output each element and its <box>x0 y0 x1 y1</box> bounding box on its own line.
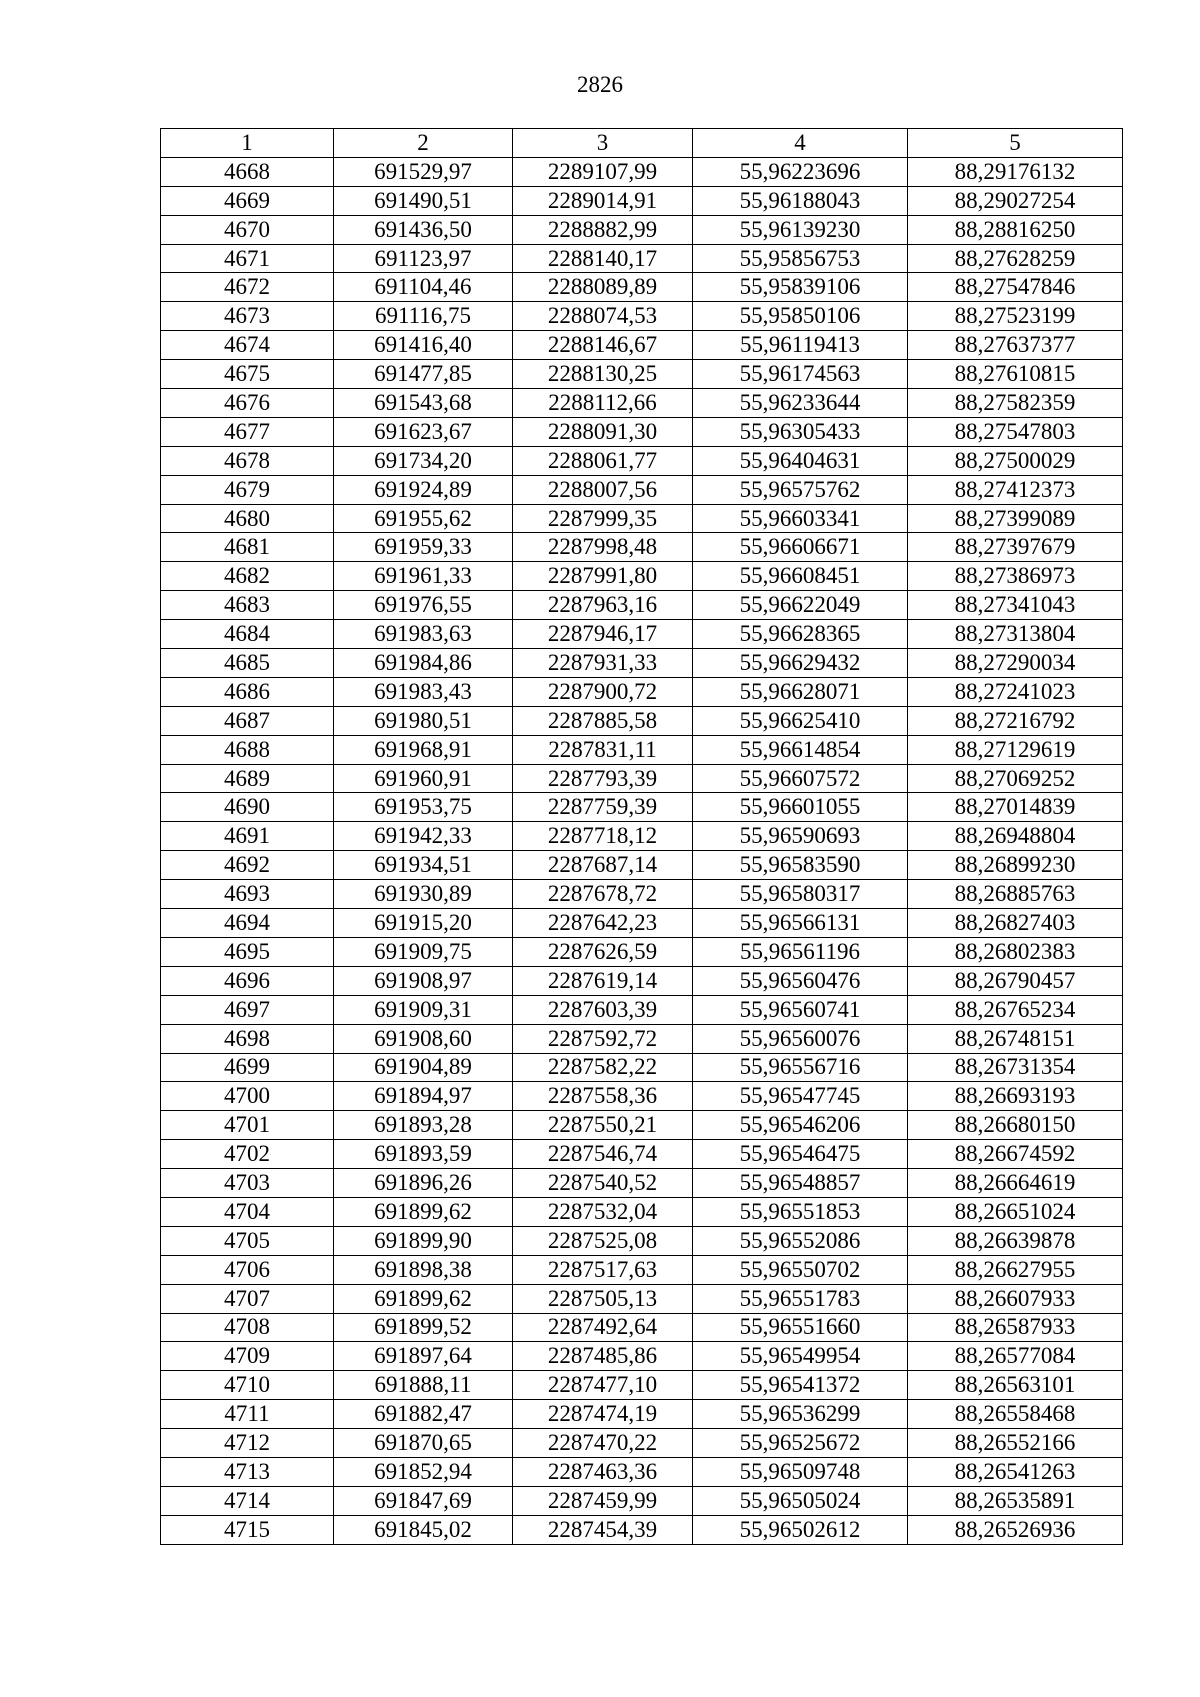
table-cell-col-1: 4692 <box>161 851 334 880</box>
table-cell-col-4: 55,96233644 <box>693 389 908 418</box>
table-cell-col-1: 4679 <box>161 475 334 504</box>
table-cell-col-3: 2287546,74 <box>513 1140 693 1169</box>
table-cell-col-3: 2287946,17 <box>513 620 693 649</box>
table-cell-col-4: 55,96552086 <box>693 1226 908 1255</box>
table-cell-col-5: 88,27547803 <box>908 417 1123 446</box>
table-cell-col-4: 55,96188043 <box>693 186 908 215</box>
table-cell-col-5: 88,27399089 <box>908 504 1123 533</box>
table-row <box>161 1313 1123 1342</box>
table-cell-col-2: 691543,68 <box>334 389 513 418</box>
table-row <box>161 1255 1123 1284</box>
table-cell-col-5: 88,27547846 <box>908 273 1123 302</box>
table-cell-col-5: 88,26827403 <box>908 909 1123 938</box>
table-cell-col-3: 2287532,04 <box>513 1197 693 1226</box>
table-cell-col-2: 691897,64 <box>334 1342 513 1371</box>
table-row <box>161 1226 1123 1255</box>
page-number: 2826 <box>577 72 623 97</box>
table-cell-col-1: 4678 <box>161 446 334 475</box>
table-row <box>161 1486 1123 1515</box>
table-cell-col-3: 2287718,12 <box>513 822 693 851</box>
table-cell-col-2: 691104,46 <box>334 273 513 302</box>
table-row <box>161 1197 1123 1226</box>
table-cell-col-5: 88,26885763 <box>908 880 1123 909</box>
table-cell-col-1: 4673 <box>161 302 334 331</box>
table-cell-col-1: 4668 <box>161 157 334 186</box>
table-cell-col-5: 88,26651024 <box>908 1197 1123 1226</box>
table-cell-col-5: 88,27313804 <box>908 620 1123 649</box>
table-cell-col-1: 4700 <box>161 1082 334 1111</box>
table-cell-col-4: 55,96548857 <box>693 1169 908 1198</box>
table-cell-col-4: 55,96629432 <box>693 649 908 678</box>
table-cell-col-4: 55,96551783 <box>693 1284 908 1313</box>
table-cell-col-1: 4690 <box>161 793 334 822</box>
table-cell-col-1: 4677 <box>161 417 334 446</box>
table-cell-col-5: 88,26541263 <box>908 1457 1123 1486</box>
table-row <box>161 1515 1123 1544</box>
table-cell-col-2: 691976,55 <box>334 591 513 620</box>
table-cell-col-1: 4701 <box>161 1111 334 1140</box>
table-cell-col-3: 2287558,36 <box>513 1082 693 1111</box>
table-cell-col-2: 691893,28 <box>334 1111 513 1140</box>
table-cell-col-2: 691893,59 <box>334 1140 513 1169</box>
table-cell-col-5: 88,26577084 <box>908 1342 1123 1371</box>
table-cell-col-3: 2287998,48 <box>513 533 693 562</box>
table-cell-col-3: 2288146,67 <box>513 331 693 360</box>
table-cell-col-5: 88,26552166 <box>908 1429 1123 1458</box>
table-cell-col-1: 4702 <box>161 1140 334 1169</box>
table-row <box>161 995 1123 1024</box>
table-cell-col-4: 55,96174563 <box>693 360 908 389</box>
table-cell-col-1: 4715 <box>161 1515 334 1544</box>
table-cell-col-3: 2288112,66 <box>513 389 693 418</box>
table-cell-col-2: 691983,43 <box>334 677 513 706</box>
table-cell-col-4: 55,96628071 <box>693 677 908 706</box>
table-cell-col-5: 88,26790457 <box>908 966 1123 995</box>
table-cell-col-3: 2287470,22 <box>513 1429 693 1458</box>
column-header-4: 4 <box>693 129 908 158</box>
table-cell-col-2: 691955,62 <box>334 504 513 533</box>
table-cell-col-3: 2288130,25 <box>513 360 693 389</box>
table-cell-col-3: 2287678,72 <box>513 880 693 909</box>
table-cell-col-3: 2287900,72 <box>513 677 693 706</box>
table-cell-col-3: 2287626,59 <box>513 937 693 966</box>
table-cell-col-2: 691983,63 <box>334 620 513 649</box>
table-cell-col-3: 2289014,91 <box>513 186 693 215</box>
table-cell-col-2: 691882,47 <box>334 1400 513 1429</box>
table-cell-col-3: 2287505,13 <box>513 1284 693 1313</box>
table-row <box>161 909 1123 938</box>
table-cell-col-1: 4699 <box>161 1053 334 1082</box>
table-row <box>161 591 1123 620</box>
table-cell-col-4: 55,96546206 <box>693 1111 908 1140</box>
table-cell-col-2: 691942,33 <box>334 822 513 851</box>
table-cell-col-1: 4696 <box>161 966 334 995</box>
table-cell-col-1: 4674 <box>161 331 334 360</box>
table-row <box>161 273 1123 302</box>
table-row <box>161 360 1123 389</box>
table-cell-col-1: 4669 <box>161 186 334 215</box>
table-cell-col-2: 691930,89 <box>334 880 513 909</box>
table-cell-col-3: 2287525,08 <box>513 1226 693 1255</box>
table-cell-col-2: 691845,02 <box>334 1515 513 1544</box>
table-cell-col-1: 4709 <box>161 1342 334 1371</box>
table-cell-col-2: 691490,51 <box>334 186 513 215</box>
table-row <box>161 215 1123 244</box>
table-cell-col-1: 4685 <box>161 649 334 678</box>
table-cell-col-5: 88,27500029 <box>908 446 1123 475</box>
table-cell-col-2: 691959,33 <box>334 533 513 562</box>
table-cell-col-2: 691924,89 <box>334 475 513 504</box>
table-row <box>161 706 1123 735</box>
table-cell-col-2: 691847,69 <box>334 1486 513 1515</box>
table-cell-col-5: 88,26587933 <box>908 1313 1123 1342</box>
table-cell-col-4: 55,96601055 <box>693 793 908 822</box>
table-cell-col-4: 55,96505024 <box>693 1486 908 1515</box>
table-cell-col-5: 88,27290034 <box>908 649 1123 678</box>
table-cell-col-2: 691734,20 <box>334 446 513 475</box>
table-cell-col-5: 88,27129619 <box>908 735 1123 764</box>
table-row <box>161 1342 1123 1371</box>
table-cell-col-1: 4688 <box>161 735 334 764</box>
table-cell-col-5: 88,26765234 <box>908 995 1123 1024</box>
table-cell-col-5: 88,26674592 <box>908 1140 1123 1169</box>
table-cell-col-1: 4708 <box>161 1313 334 1342</box>
table-cell-col-1: 4675 <box>161 360 334 389</box>
table-row <box>161 1400 1123 1429</box>
table-cell-col-1: 4712 <box>161 1429 334 1458</box>
table-cell-col-3: 2287540,52 <box>513 1169 693 1198</box>
table-cell-col-4: 55,96560741 <box>693 995 908 1024</box>
table-cell-col-1: 4672 <box>161 273 334 302</box>
table-cell-col-1: 4670 <box>161 215 334 244</box>
table-cell-col-1: 4714 <box>161 1486 334 1515</box>
table-cell-col-2: 691953,75 <box>334 793 513 822</box>
table-cell-col-5: 88,27582359 <box>908 389 1123 418</box>
table-row <box>161 533 1123 562</box>
table-cell-col-1: 4706 <box>161 1255 334 1284</box>
table-cell-col-3: 2287885,58 <box>513 706 693 735</box>
table-row <box>161 446 1123 475</box>
table-cell-col-1: 4697 <box>161 995 334 1024</box>
table-row <box>161 937 1123 966</box>
table-cell-col-2: 691870,65 <box>334 1429 513 1458</box>
table-cell-col-2: 691436,50 <box>334 215 513 244</box>
table-cell-col-4: 55,96549954 <box>693 1342 908 1371</box>
table-cell-col-4: 55,96547745 <box>693 1082 908 1111</box>
table-cell-col-5: 88,27341043 <box>908 591 1123 620</box>
table-cell-col-1: 4707 <box>161 1284 334 1313</box>
table-cell-col-5: 88,26563101 <box>908 1371 1123 1400</box>
column-header-5: 5 <box>908 129 1123 158</box>
table-cell-col-3: 2287459,99 <box>513 1486 693 1515</box>
table-cell-col-1: 4683 <box>161 591 334 620</box>
table-row <box>161 417 1123 446</box>
table-cell-col-3: 2288074,53 <box>513 302 693 331</box>
table-cell-col-4: 55,96580317 <box>693 880 908 909</box>
column-header-1: 1 <box>161 129 334 158</box>
table-row <box>161 1371 1123 1400</box>
table-cell-col-1: 4705 <box>161 1226 334 1255</box>
table-cell-col-4: 55,96560476 <box>693 966 908 995</box>
table-cell-col-4: 55,96223696 <box>693 157 908 186</box>
table-cell-col-4: 55,96625410 <box>693 706 908 735</box>
table-cell-col-4: 55,96550702 <box>693 1255 908 1284</box>
table-cell-col-1: 4698 <box>161 1024 334 1053</box>
table-row <box>161 1111 1123 1140</box>
table-cell-col-5: 88,26607933 <box>908 1284 1123 1313</box>
table-row <box>161 244 1123 273</box>
table-cell-col-3: 2289107,99 <box>513 157 693 186</box>
table-cell-col-5: 88,29176132 <box>908 157 1123 186</box>
table-cell-col-1: 4676 <box>161 389 334 418</box>
table-cell-col-5: 88,26627955 <box>908 1255 1123 1284</box>
table-cell-col-4: 55,96525672 <box>693 1429 908 1458</box>
table-cell-col-4: 55,96566131 <box>693 909 908 938</box>
table-cell-col-5: 88,27386973 <box>908 562 1123 591</box>
table-cell-col-4: 55,96606671 <box>693 533 908 562</box>
table-row <box>161 966 1123 995</box>
table-cell-col-3: 2287517,63 <box>513 1255 693 1284</box>
table-cell-col-3: 2287454,39 <box>513 1515 693 1544</box>
table-cell-col-5: 88,27610815 <box>908 360 1123 389</box>
table-cell-col-2: 691116,75 <box>334 302 513 331</box>
table-cell-col-3: 2287991,80 <box>513 562 693 591</box>
table-cell-col-5: 88,26558468 <box>908 1400 1123 1429</box>
table-cell-col-2: 691899,62 <box>334 1197 513 1226</box>
table-cell-col-3: 2287831,11 <box>513 735 693 764</box>
table-cell-col-4: 55,96603341 <box>693 504 908 533</box>
table-cell-col-2: 691908,60 <box>334 1024 513 1053</box>
table-cell-col-2: 691416,40 <box>334 331 513 360</box>
table-cell-col-2: 691961,33 <box>334 562 513 591</box>
table-row <box>161 389 1123 418</box>
table-cell-col-4: 55,96536299 <box>693 1400 908 1429</box>
table-cell-col-4: 55,96628365 <box>693 620 908 649</box>
table-cell-col-3: 2287485,86 <box>513 1342 693 1371</box>
table-row <box>161 1457 1123 1486</box>
table-cell-col-1: 4682 <box>161 562 334 591</box>
table-cell-col-3: 2287999,35 <box>513 504 693 533</box>
table-cell-col-3: 2287619,14 <box>513 966 693 995</box>
table-cell-col-2: 691909,31 <box>334 995 513 1024</box>
table-cell-col-5: 88,27628259 <box>908 244 1123 273</box>
table-cell-col-3: 2287759,39 <box>513 793 693 822</box>
table-cell-col-5: 88,26526936 <box>908 1515 1123 1544</box>
table-cell-col-4: 55,96608451 <box>693 562 908 591</box>
table-cell-col-1: 4689 <box>161 764 334 793</box>
table-cell-col-1: 4687 <box>161 706 334 735</box>
table-cell-col-1: 4694 <box>161 909 334 938</box>
table-cell-col-5: 88,27397679 <box>908 533 1123 562</box>
table-cell-col-2: 691899,62 <box>334 1284 513 1313</box>
table-cell-col-3: 2287603,39 <box>513 995 693 1024</box>
column-header-3: 3 <box>513 129 693 158</box>
table-cell-col-2: 691898,38 <box>334 1255 513 1284</box>
table-cell-col-2: 691960,91 <box>334 764 513 793</box>
table-cell-col-4: 55,96560076 <box>693 1024 908 1053</box>
table-cell-col-3: 2288061,77 <box>513 446 693 475</box>
table-row <box>161 620 1123 649</box>
table-cell-col-3: 2287931,33 <box>513 649 693 678</box>
table-cell-col-4: 55,96556716 <box>693 1053 908 1082</box>
table-cell-col-2: 691477,85 <box>334 360 513 389</box>
table-row <box>161 764 1123 793</box>
table-cell-col-2: 691123,97 <box>334 244 513 273</box>
table-cell-col-5: 88,27216792 <box>908 706 1123 735</box>
table-cell-col-3: 2288140,17 <box>513 244 693 273</box>
table-cell-col-2: 691909,75 <box>334 937 513 966</box>
table-cell-col-5: 88,26948804 <box>908 822 1123 851</box>
table-cell-col-4: 55,96404631 <box>693 446 908 475</box>
table-cell-col-2: 691896,26 <box>334 1169 513 1198</box>
table-cell-col-2: 691899,90 <box>334 1226 513 1255</box>
table-cell-col-3: 2287550,21 <box>513 1111 693 1140</box>
table-cell-col-2: 691623,67 <box>334 417 513 446</box>
table-row <box>161 822 1123 851</box>
table-row <box>161 1082 1123 1111</box>
table-cell-col-5: 88,26802383 <box>908 937 1123 966</box>
table-cell-col-5: 88,26748151 <box>908 1024 1123 1053</box>
table-cell-col-1: 4695 <box>161 937 334 966</box>
table-cell-col-4: 55,96575762 <box>693 475 908 504</box>
table-cell-col-2: 691888,11 <box>334 1371 513 1400</box>
table-cell-col-4: 55,96614854 <box>693 735 908 764</box>
table-cell-col-3: 2288007,56 <box>513 475 693 504</box>
table-cell-col-5: 88,28816250 <box>908 215 1123 244</box>
table-row <box>161 157 1123 186</box>
table-cell-col-3: 2287492,64 <box>513 1313 693 1342</box>
table-cell-col-4: 55,95856753 <box>693 244 908 273</box>
table-cell-col-5: 88,26535891 <box>908 1486 1123 1515</box>
table-cell-col-2: 691908,97 <box>334 966 513 995</box>
table-cell-col-1: 4671 <box>161 244 334 273</box>
table-row <box>161 302 1123 331</box>
table-cell-col-4: 55,96541372 <box>693 1371 908 1400</box>
table-row <box>161 851 1123 880</box>
table-cell-col-2: 691968,91 <box>334 735 513 764</box>
table-cell-col-1: 4711 <box>161 1400 334 1429</box>
table-row <box>161 880 1123 909</box>
table-cell-col-4: 55,96502612 <box>693 1515 908 1544</box>
table-cell-col-4: 55,96551853 <box>693 1197 908 1226</box>
table-cell-col-1: 4693 <box>161 880 334 909</box>
column-header-2: 2 <box>334 129 513 158</box>
table-cell-col-4: 55,95850106 <box>693 302 908 331</box>
table-cell-col-2: 691984,86 <box>334 649 513 678</box>
table-cell-col-5: 88,27412373 <box>908 475 1123 504</box>
table-cell-col-5: 88,27523199 <box>908 302 1123 331</box>
table-cell-col-4: 55,96622049 <box>693 591 908 620</box>
table-cell-col-3: 2287687,14 <box>513 851 693 880</box>
table-cell-col-3: 2287477,10 <box>513 1371 693 1400</box>
table-cell-col-2: 691904,89 <box>334 1053 513 1082</box>
table-row <box>161 1429 1123 1458</box>
table-cell-col-4: 55,96139230 <box>693 215 908 244</box>
table-row <box>161 562 1123 591</box>
table-cell-col-5: 88,29027254 <box>908 186 1123 215</box>
table-row <box>161 649 1123 678</box>
table-cell-col-4: 55,96305433 <box>693 417 908 446</box>
table-cell-col-3: 2288882,99 <box>513 215 693 244</box>
table-cell-col-5: 88,26731354 <box>908 1053 1123 1082</box>
table-cell-col-2: 691852,94 <box>334 1457 513 1486</box>
table-row <box>161 1140 1123 1169</box>
table-cell-col-1: 4713 <box>161 1457 334 1486</box>
table-cell-col-3: 2288089,89 <box>513 273 693 302</box>
table-cell-col-3: 2287463,36 <box>513 1457 693 1486</box>
table-cell-col-1: 4684 <box>161 620 334 649</box>
table-cell-col-2: 691894,97 <box>334 1082 513 1111</box>
table-cell-col-1: 4680 <box>161 504 334 533</box>
table-cell-col-3: 2287963,16 <box>513 591 693 620</box>
table-cell-col-5: 88,26899230 <box>908 851 1123 880</box>
table-cell-col-4: 55,95839106 <box>693 273 908 302</box>
table-cell-col-4: 55,96583590 <box>693 851 908 880</box>
table-cell-col-5: 88,26664619 <box>908 1169 1123 1198</box>
table-cell-col-3: 2287793,39 <box>513 764 693 793</box>
table-cell-col-1: 4710 <box>161 1371 334 1400</box>
table-cell-col-1: 4703 <box>161 1169 334 1198</box>
table-row <box>161 1053 1123 1082</box>
table-cell-col-4: 55,96607572 <box>693 764 908 793</box>
table-cell-col-3: 2287642,23 <box>513 909 693 938</box>
table-cell-col-4: 55,96551660 <box>693 1313 908 1342</box>
table-cell-col-3: 2287474,19 <box>513 1400 693 1429</box>
table-cell-col-5: 88,27241023 <box>908 677 1123 706</box>
table-cell-col-3: 2287582,22 <box>513 1053 693 1082</box>
table-cell-col-5: 88,27014839 <box>908 793 1123 822</box>
table-row <box>161 1284 1123 1313</box>
table-cell-col-5: 88,26639878 <box>908 1226 1123 1255</box>
table-row <box>161 331 1123 360</box>
table-cell-col-4: 55,96509748 <box>693 1457 908 1486</box>
table-row <box>161 735 1123 764</box>
table-cell-col-3: 2287592,72 <box>513 1024 693 1053</box>
table-cell-col-4: 55,96119413 <box>693 331 908 360</box>
table-cell-col-4: 55,96546475 <box>693 1140 908 1169</box>
table-cell-col-1: 4691 <box>161 822 334 851</box>
table-cell-col-2: 691529,97 <box>334 157 513 186</box>
table-cell-col-1: 4704 <box>161 1197 334 1226</box>
table-cell-col-2: 691934,51 <box>334 851 513 880</box>
table-row <box>161 1169 1123 1198</box>
table-cell-col-3: 2288091,30 <box>513 417 693 446</box>
table-cell-col-2: 691899,52 <box>334 1313 513 1342</box>
table-row <box>161 475 1123 504</box>
table-row <box>161 504 1123 533</box>
table-cell-col-2: 691980,51 <box>334 706 513 735</box>
table-row <box>161 1024 1123 1053</box>
table-cell-col-1: 4686 <box>161 677 334 706</box>
table-body <box>161 129 1123 1545</box>
table-cell-col-2: 691915,20 <box>334 909 513 938</box>
table-row <box>161 793 1123 822</box>
table-header-row <box>161 129 1123 158</box>
table-row <box>161 677 1123 706</box>
table-cell-col-4: 55,96590693 <box>693 822 908 851</box>
table-cell-col-4: 55,96561196 <box>693 937 908 966</box>
table-cell-col-1: 4681 <box>161 533 334 562</box>
table-cell-col-5: 88,26680150 <box>908 1111 1123 1140</box>
table-cell-col-5: 88,27069252 <box>908 764 1123 793</box>
table-cell-col-5: 88,26693193 <box>908 1082 1123 1111</box>
coordinates-table <box>160 128 1123 1545</box>
table-row <box>161 186 1123 215</box>
table-cell-col-5: 88,27637377 <box>908 331 1123 360</box>
